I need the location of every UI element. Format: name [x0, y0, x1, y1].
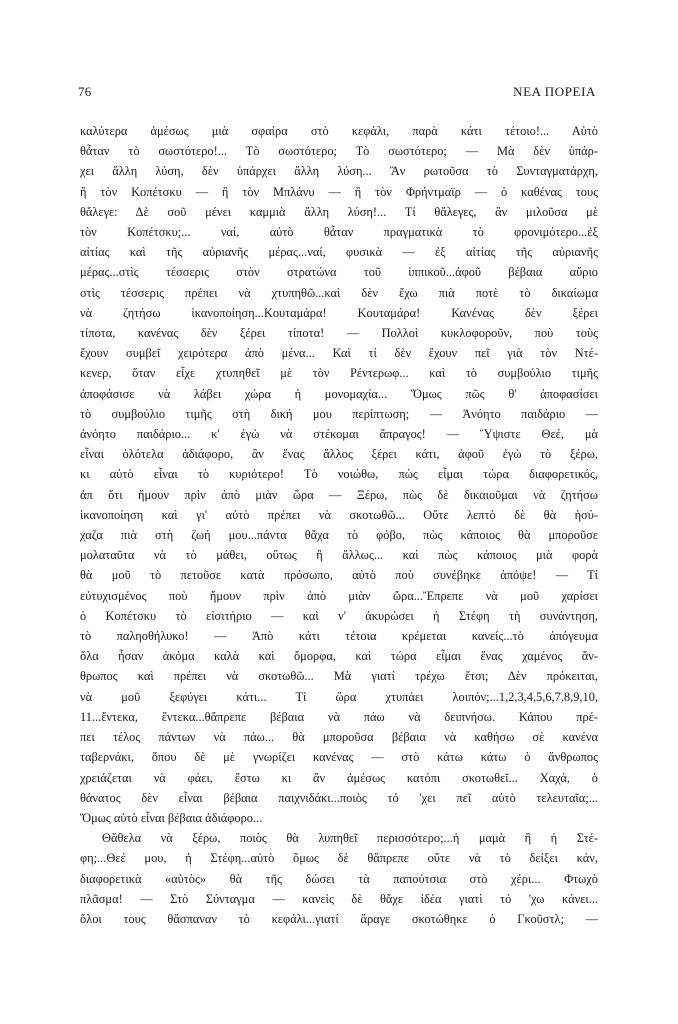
text-line: ὅλα ἦσαν ἀκόμα καλὰ καὶ ὄμορφα, καὶ τώρα εἶμαι ἕνας χαμένος ἄν-: [80, 649, 598, 664]
text-line: φη;...Θεέ μου, ἡ Στέφη...αὐτὸ ὅμως δὲ θἄπρεπε οὔτε νὰ τὸ δείξει κάν,: [80, 851, 598, 866]
text-line: τὸν Κοπέτσκυ;... ναί, αὐτὸ θἆταν πραγματικὰ τὸ φρονιμότερο...ἐξ: [80, 225, 598, 240]
text-line: θὰ μοῦ τὸ πετοῦσε κατὰ πρόσωπο, αὐτὸ ποὺ συνέβηκε ἀπόψε! — Τί: [80, 568, 598, 583]
text-line: χει ἄλλη λύση, δὲν ὑπάρχει ἄλλη λύση... Ἂν ρωτοῦσα τὸ Συνταγματάρχη,: [80, 164, 598, 179]
text-line: ἱκανοποίηση καὶ γι' αὐτὸ πρέπει νὰ σκοτωθῶ... Οὔτε λεπτὸ δὲ θὰ ἡσύ-: [80, 507, 598, 522]
text-line: ἢ τὸν Κοπέτσκυ — ἢ τὸν Μπλάνυ — ἢ τὸν Φρήντμαϊρ — ὁ καθένας τους: [80, 184, 598, 199]
text-line: τίποτα, κανένας δὲν ξέρει τίποτα! — Πολλοὶ κυκλοφοροῦν, ποὺ τοὺς: [80, 326, 598, 341]
text-line: διαφορετικὰ «αὐτὸς» θὰ τῆς δώσει τὰ παπούτσια στὸ χέρι... Φτωχὸ: [80, 871, 598, 886]
text-line: πει τέλος πάντων νὰ πάω... θὰ μποροῦσα βέβαια νὰ καθήσω σὲ κανένα: [80, 730, 598, 745]
text-line: θρωπος καὶ πρέπει νὰ σκοτωθῶ... Μὰ γιατί τρέχω ἔτσι; Δὲν πρόκειται,: [80, 669, 598, 684]
text-line: εἶναι ὁλότελα ἀδιάφορο, ἂν ἕνας ἄλλος ξέρει κάτι, ἀφοῦ ἐγὼ τὸ ξέρω,: [80, 447, 598, 462]
text-line: μέρας...στὶς τέσσερις στὸν στρατώνα τοῦ ἱππικοῦ...ἀφοῦ βέβαια αὔριο: [80, 265, 598, 280]
text-line: Θἄθελα νὰ ξέρω, ποιὸς θὰ λυπηθεῖ περισσότερο;...ἡ μαμὰ ἢ ἡ Στέ-: [102, 831, 598, 846]
text-line: νὰ ζητήσω ἱκανοποίηση...Κουταμάρα! Κουταμάρα! Κανένας δὲν ξέρει: [80, 305, 598, 320]
text-line: κενερ, ὅταν εἶχε χτυπηθεῖ μὲ τὸν Ρέντερωφ... καὶ τὸ συμβούλιο τιμῆς: [80, 366, 598, 381]
text-line: ὅλοι τους θἄσπαναν τὸ κεφάλι...γιατί ἄραγε σκοτώθηκε ὁ Γκοῦστλ; —: [80, 911, 598, 926]
text-line: Ὅμως αὐτὸ εἶναι βέβαια ἀδιάφορο...: [80, 810, 263, 825]
text-line: θἄλεγε: Δὲ σοῦ μένει καμμιὰ ἄλλη λύση!... Τί θἄλεγες, ἂν μιλοῦσα μὲ: [80, 204, 598, 219]
text-line: ἀποφάσισε νὰ λάβει χώρα ἡ μονομαχία... Ὅμως πῶς θ' ἀποφασίσει: [80, 386, 598, 401]
text-line: θάνατος δὲν εἶναι βέβαια παιχνιδάκι...ποιὸς τό 'χει πεῖ αὐτὸ τελευταῖα;...: [80, 790, 598, 805]
page-header: [78, 84, 596, 106]
page-number: 76: [78, 84, 92, 99]
text-line: χρειάζεται νὰ φάει, ἔστω κι ἂν ἀμέσως κατόπι σκοτωθεῖ... Χαχά, ὁ: [80, 770, 598, 785]
text-line: εὐτυχισμένος ποὺ ἤμουν πρὶν ἀπὸ μιὰν ὥρα...Ἔπρεπε νὰ μοῦ χαρίσει: [80, 588, 598, 603]
text-line: 11...ἔντεκα, ἔντεκα...θἄπρεπε βέβαια νὰ πάω νὰ δειπνήσω. Κάπου πρέ-: [80, 709, 598, 724]
running-head: ΝΕΑ ΠΟΡΕΙΑ: [513, 84, 596, 99]
text-line: αἰτίας καὶ τῆς αὐριανῆς μέρας...ναί, φυσικὰ — ἐξ αἰτίας τῆς αὐριανῆς: [80, 245, 598, 260]
text-line: τὸ συμβούλιο τιμῆς στὴ δική μου περίπτωση; — Ἀνόητο παιδάριο —: [80, 406, 598, 421]
text-line: πλᾶσμα! — Στὸ Σύνταγμα — κανεὶς δὲ θἄχε ἰδέα γιατὶ τό 'χω κάνει...: [80, 891, 598, 906]
text-line: ὁ Κοπέτσκυ τὸ εἰσιτήριο — καὶ ν' ἀκυρώσει ἡ Στέφη τὴ συνάντηση,: [80, 608, 598, 623]
text-line: θἆταν τὸ σωστότερο!... Τὸ σωστότερο; Τὸ σωστότερο; — Μὰ δὲν ὑπάρ-: [80, 144, 598, 159]
text-line: ἔχουν συμβεῖ χειρότερα ἀπὸ μένα... Καὶ τί δὲν ἔχουν πεῖ γιὰ τὸν Ντέ-: [80, 346, 598, 361]
body-text: [80, 121, 598, 929]
text-line: νὰ μοῦ ξεφύγει κάτι... Τί ὥρα χτυπάει λοιπόν;...1,2,3,4,5,6,7,8,9,10,: [80, 689, 598, 704]
text-line: ἀνόητο παιδάριο... κ' ἐγὼ νὰ στέκομαι ἄπραγος! — Ὕψιστε Θεέ, μὰ: [80, 427, 598, 442]
text-line: στὶς τέσσερις πρέπει νὰ χτυπηθῶ...καὶ δὲν ἔχω πιὰ ποτὲ τὸ δικαίωμα: [80, 285, 598, 300]
text-line: ἀπ ὅτι ἤμουν πρὶν ἀπὸ μιὰν ὥρα — Ξέρω, πὼς δὲ δικαιοῦμαι νὰ ζητήσω: [80, 487, 598, 502]
text-line: χαζα πιὰ στὴ ζωή μου...πάντα θἄχα τὸ φόβο, πὼς κάποιος θὰ μποροῦσε: [80, 528, 598, 543]
text-line: καλύτερα ἀμέσως μιὰ σφαίρα στὸ κεφάλι, παρὰ κάτι τέτοιο!... Αὐτὸ: [80, 124, 598, 138]
text-line: τὸ παληοθήλυκο! — Ἀπὸ κάτι τέτοια κρέμεται κανείς...τὸ ἀπόγευμα: [80, 629, 598, 644]
text-line: ταβερνάκι, ὅπου δὲ μὲ γνωρίζει κανένας — στὸ κάτω κάτω ὁ ἄνθρωπος: [80, 750, 598, 765]
text-line: κι αὐτὸ εἶναι τὸ κυριότερο! Τὸ νοιώθω, πὼς εἶμαι τώρα διαφορετικός,: [80, 467, 598, 482]
text-line: μολαταῦτα νὰ τὸ μάθει, οὕτως ἢ ἄλλως... καὶ πὼς κάποιος μιὰ φορὰ: [80, 548, 598, 563]
